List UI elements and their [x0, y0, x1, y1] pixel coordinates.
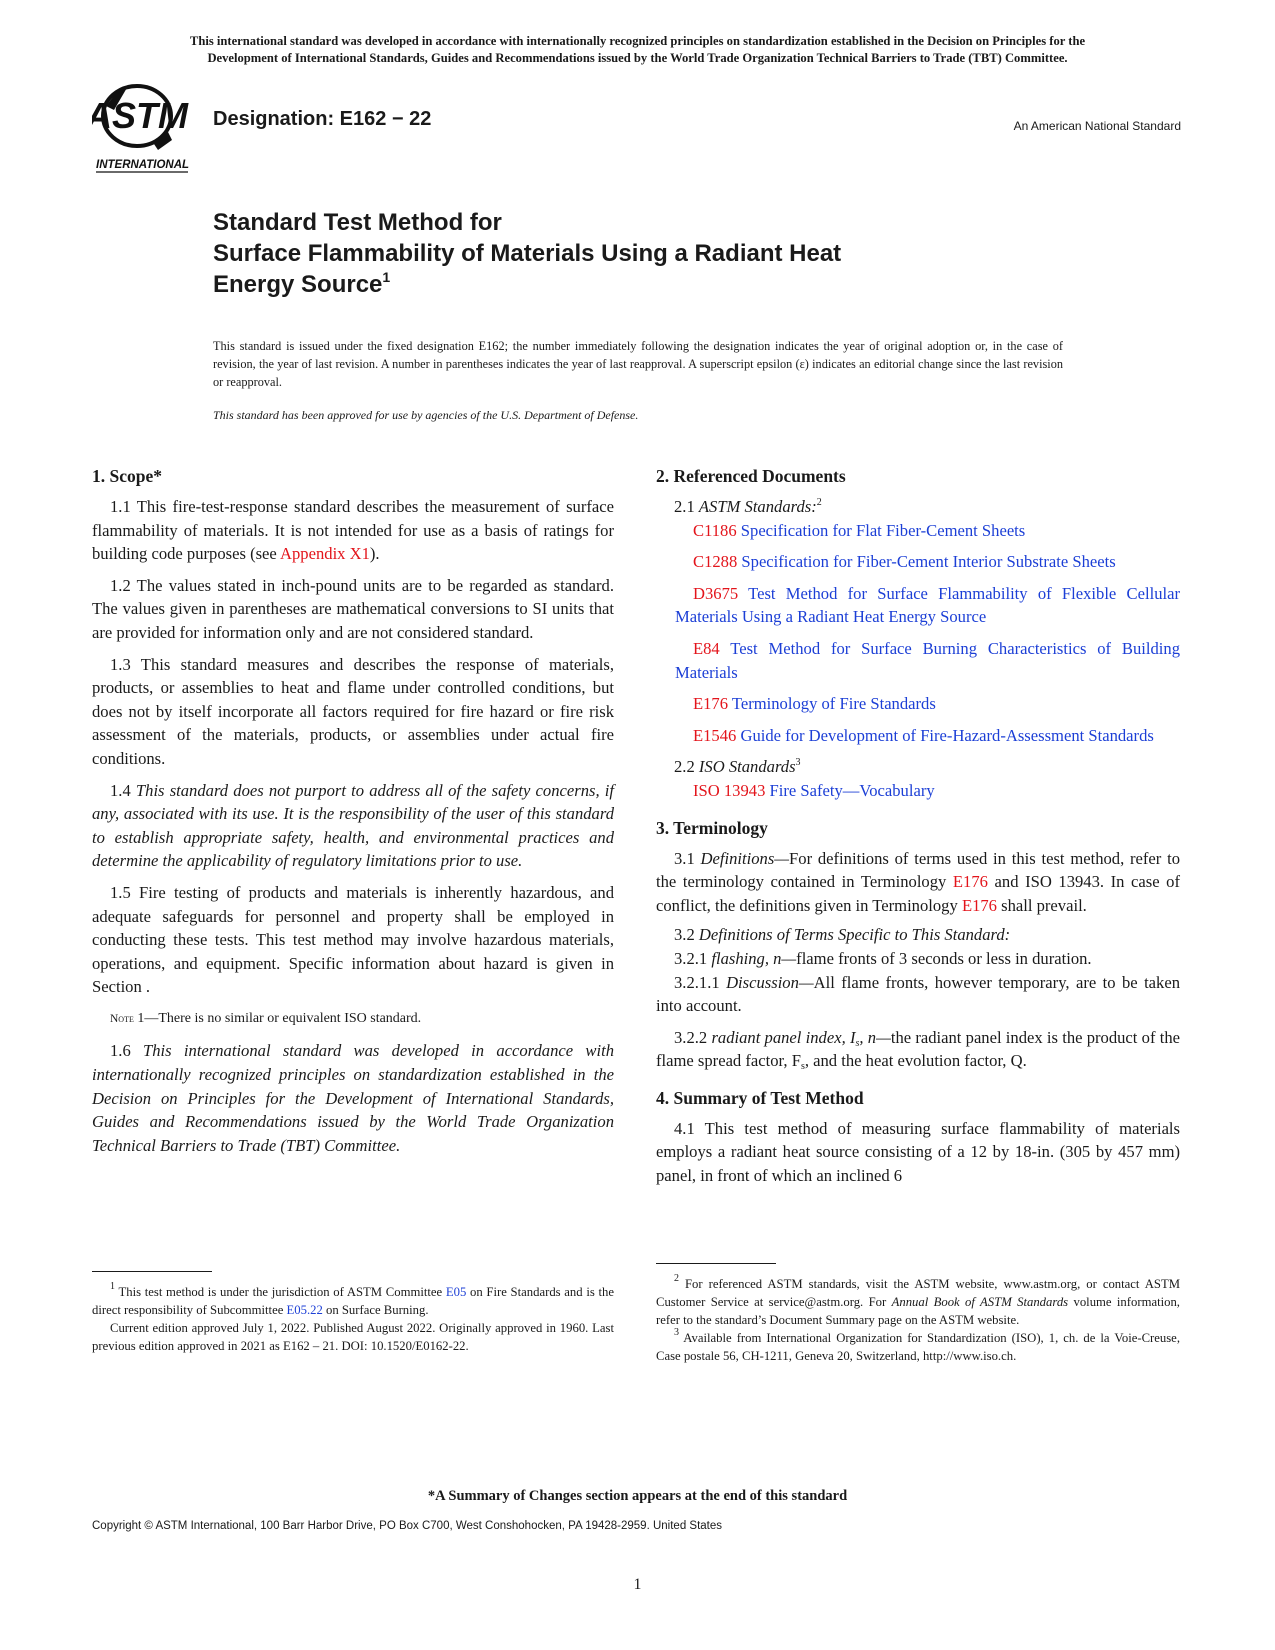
para-3-2-1-term: flashing, n—: [711, 948, 797, 968]
iso-standards-text: ISO Standards: [698, 757, 796, 777]
notice-line-2: Development of International Standards, Guides and Recommendations issued by the World Trade Organization Technical Barriers to Trade (TBT) Committee.: [207, 51, 1068, 65]
reference-code[interactable]: C1186: [693, 520, 737, 540]
reference-item[interactable]: [656, 724, 1180, 748]
footnote-rule-right: [656, 1263, 776, 1264]
document-title: [213, 207, 1073, 300]
footnote-1-text-b: on Fire Standards and is the direct responsibility of Subcommittee: [92, 1285, 614, 1317]
committee-e05-link[interactable]: E05: [445, 1285, 467, 1299]
para-3-1-text-b: and ISO 13943. In case of conflict, the definitions given in Terminology: [656, 872, 1181, 915]
footnote-mark-3: 3: [795, 757, 801, 769]
reference-title[interactable]: Specification for Fiber-Cement Interior Substrate Sheets: [737, 552, 1116, 572]
footnote-rule-left: [92, 1271, 212, 1272]
footnote-2-text-a: For referenced ASTM standards, visit the ASTM website, www.astm.org, or contact ASTM Customer Service at service@astm.org. For: [656, 1277, 1180, 1309]
standards-notice: [60, 33, 1215, 67]
para-3-2-1-1-term: Discussion—: [726, 972, 814, 992]
page-number: 1: [633, 1576, 642, 1593]
section-3-heading: 3. Terminology: [656, 817, 768, 838]
para-1-4-number: 1.4: [110, 780, 136, 800]
para-3-1-text-a: For definitions of terms used in this test method, refer to the terminology contained in Terminology: [656, 848, 1181, 892]
reference-title[interactable]: Test Method for Surface Burning Characteristics of Building Materials: [675, 638, 1180, 682]
para-3-1-term: Definitions—: [700, 848, 790, 868]
para-3-2-2-subscript-2: s: [800, 1061, 805, 1073]
para-3-2-1-1: [656, 971, 1180, 1018]
title-line-1: Standard Test Method for: [213, 209, 502, 236]
footnote-2: [656, 1275, 1180, 1329]
e176-link-1[interactable]: E176: [952, 872, 988, 892]
reference-item[interactable]: [656, 519, 1180, 543]
para-1-6-text: This international standard was developed in accordance with internationally recognized principles on standardization established in the Decision on Principles for the Development of International Standards, Guides and Recommendations issued by the World Trade Organization Technical Barriers to Trade (TBT) Committee.: [92, 1041, 615, 1155]
para-3-2-2-term-text: radiant panel index, I: [711, 1027, 856, 1047]
para-3-1-number: 3.1: [674, 848, 701, 868]
para-1-1-end: ).: [369, 544, 380, 564]
para-1-2: 1.2 The values stated in inch-pound units are to be regarded as standard. The values given in parentheses are mathematical conversions to SI units that are provided for information only and are not considered standard.: [92, 575, 614, 642]
para-3-2: [656, 923, 1180, 947]
footnote-1-text-a: This test method is under the jurisdiction of ASTM Committee: [115, 1285, 446, 1299]
footnote-2-italic: Annual Book of ASTM Standards: [891, 1295, 1069, 1309]
para-3-2-1: [656, 947, 1180, 971]
para-1-3: 1.3 This standard measures and describes the response of materials, products, or assemblies to heat and flame under controlled conditions, but does not by itself incorporate all factors required for fire hazard or fire risk assessment of the materials, products, or assemblies under actual fire conditions.: [92, 654, 614, 768]
para-3-2-2-term-end: , n—: [859, 1027, 891, 1047]
logo-letters: ASTM: [92, 95, 188, 136]
logo-text: INTERNATIONAL: [96, 159, 190, 171]
reference-item[interactable]: [656, 637, 1180, 684]
para-3-2-2-text-b: , and the heat evolution factor, Q.: [804, 1051, 1027, 1071]
section-4-heading: 4. Summary of Test Method: [656, 1087, 864, 1108]
title-footnote-mark: 1: [382, 269, 391, 285]
section-2-heading: 2. Referenced Documents: [656, 466, 846, 486]
para-1-5: 1.5 Fire testing of products and materials is inherently hazardous, and adequate safeguards for personnel and property shall be employed in conducting these tests. This test method may involve hazardous materials, operations, and equipment. Specific information about hazard is given in Section .: [92, 882, 614, 997]
reference-item[interactable]: [656, 692, 1180, 716]
dod-approval-statement: This standard has been approved for use by agencies of the U.S. Department of Defense.: [213, 408, 639, 422]
para-3-2-1-1-text: All flame fronts, however temporary, are to be taken into account.: [656, 972, 1180, 1016]
astm-reference-list: [656, 519, 1180, 748]
note-text: 1—There is no similar or equivalent ISO standard.: [133, 1010, 422, 1026]
footnote-3-text: Available from International Organization for Standardization (ISO), 1, ch. de la Voie-Creuse, Case postale 56, CH-1211, Geneva 20, Switzerland, http://www.iso.ch.: [656, 1331, 1180, 1363]
para-1-1: [92, 495, 614, 566]
footnotes-right: [656, 1275, 1180, 1365]
astm-logo: [92, 84, 198, 180]
reference-title[interactable]: Test Method for Surface Flammability of Flexible Cellular Materials Using a Radiant Heat Energy Source: [675, 583, 1180, 627]
title-line-2: Surface Flammability of Materials Using a Radiant Heat: [213, 240, 842, 267]
reference-code[interactable]: E176: [693, 694, 729, 714]
para-3-2-2-term: [711, 1028, 890, 1047]
iso-reference-code[interactable]: ISO 13943: [693, 780, 766, 800]
e176-link-2[interactable]: E176: [961, 895, 997, 915]
para-1-6-number: 1.6: [110, 1041, 144, 1061]
footnote-2-text-b: volume information, refer to the standard’s Document Summary page on the ASTM website.: [656, 1295, 1180, 1327]
iso-reference[interactable]: [656, 779, 1180, 803]
footnote-1-text-c: on Surface Burning.: [322, 1303, 429, 1317]
footnote-3: [656, 1329, 1180, 1365]
para-3-2-1-number: 3.2.1: [674, 948, 712, 968]
notice-line-1: This international standard was developed in accordance with internationally recognized principles on standardization established in the Decision on Principles for the: [189, 34, 1086, 48]
issuance-statement: This standard is issued under the fixed designation E162; the number immediately following the designation indicates the year of original adoption or, in the case of revision, the year of last revision. A number in parentheses indicates the year of last reapproval. A superscript epsilon (ε) indicates an editorial change since the last revision or reapproval.: [213, 339, 1063, 389]
footnote-1: [92, 1283, 614, 1319]
appendix-x1-link[interactable]: Appendix X1: [280, 544, 370, 564]
para-3-1: [656, 847, 1180, 918]
para-3-2-1-1-number: 3.2.1.1: [674, 972, 727, 992]
para-1-4-text: This standard does not purport to address all of the safety concerns, if any, associated with its use. It is the responsibility of the user of this standard to establish appropriate safety, health, and environmental practices and determine the applicability of regulatory limitations prior to use.: [92, 780, 614, 871]
para-1-4: [92, 779, 614, 873]
para-3-2-2-number: 3.2.2: [674, 1027, 712, 1047]
para-1-1-text: 1.1 This fire-test-response standard describes the measurement of surface flammability of materials. It is not intended for use as a basis of ratings for building code purposes (see: [92, 497, 614, 564]
para-3-2-number: 3.2: [674, 925, 699, 945]
reference-title[interactable]: Terminology of Fire Standards: [728, 694, 936, 714]
edition-info: Current edition approved July 1, 2022. Published August 2022. Originally approved in 1960. Last previous edition approved in 2021 as E162 – 21. DOI: 10.1520/E0162-22.: [92, 1321, 614, 1353]
reference-item[interactable]: [656, 550, 1180, 574]
astm-standards-number: 2.1: [674, 497, 699, 516]
astm-standards-label: [656, 495, 1180, 519]
para-3-2-2-subscript: s: [855, 1037, 860, 1049]
note-label: Note: [110, 1012, 134, 1025]
para-4-1: 4.1 This test method of measuring surface flammability of materials employs a radiant heat source consisting of a 12 by 18-in. (305 by 457 mm) panel, in front of which an inclined 6: [656, 1118, 1180, 1186]
para-3-2-text: Definitions of Terms Specific to This Standard:: [698, 925, 1011, 945]
designation: Designation: E162 − 22: [213, 108, 432, 130]
astm-standards-text: ASTM Standards:: [698, 497, 817, 516]
title-line-3-text: Energy Source: [213, 271, 383, 298]
para-3-2-2: [656, 1026, 1180, 1073]
title-line-3: [213, 269, 1073, 300]
reference-item[interactable]: [656, 582, 1180, 629]
reference-code[interactable]: E84: [693, 638, 720, 658]
iso-standards-number: 2.2: [674, 757, 699, 777]
summary-of-changes-note: *A Summary of Changes section appears at the end of this standard: [427, 1488, 848, 1504]
para-3-2-2-text-a: the radiant panel index is the product of the flame spread factor, F: [656, 1027, 1180, 1071]
note-1: [92, 1007, 614, 1032]
copyright: Copyright © ASTM International, 100 Barr Harbor Drive, PO Box C700, West Conshohocken, PA 19428-2959. United States: [92, 1520, 723, 1532]
left-column: [92, 465, 614, 1165]
para-1-6: [92, 1039, 614, 1157]
reference-title[interactable]: Guide for Development of Fire-Hazard-Assessment Standards: [736, 725, 1154, 745]
footnotes-left: [92, 1283, 614, 1355]
iso-reference-title[interactable]: Fire Safety—Vocabulary: [765, 780, 935, 800]
reference-title[interactable]: Specification for Flat Fiber-Cement Sheets: [736, 520, 1026, 540]
right-column: [656, 465, 1180, 1196]
national-standard-label: An American National Standard: [1013, 119, 1181, 133]
reference-code[interactable]: E1546: [693, 725, 737, 745]
para-3-1-text-c: shall prevail.: [996, 895, 1087, 915]
footnote-mark-2: 2: [816, 497, 822, 508]
iso-standards-label: [656, 755, 1180, 779]
subcommittee-e05-22-link[interactable]: E05.22: [286, 1303, 323, 1317]
section-1-heading: 1. Scope*: [92, 466, 162, 486]
footnote-1-mark: 1: [110, 1281, 115, 1292]
footnote-3-mark: 3: [674, 1327, 679, 1338]
footnote-2-mark: 2: [674, 1273, 679, 1284]
reference-code[interactable]: D3675: [693, 583, 739, 603]
para-3-2-1-text: flame fronts of 3 seconds or less in duration.: [796, 948, 1092, 968]
reference-code[interactable]: C1288: [693, 552, 738, 572]
